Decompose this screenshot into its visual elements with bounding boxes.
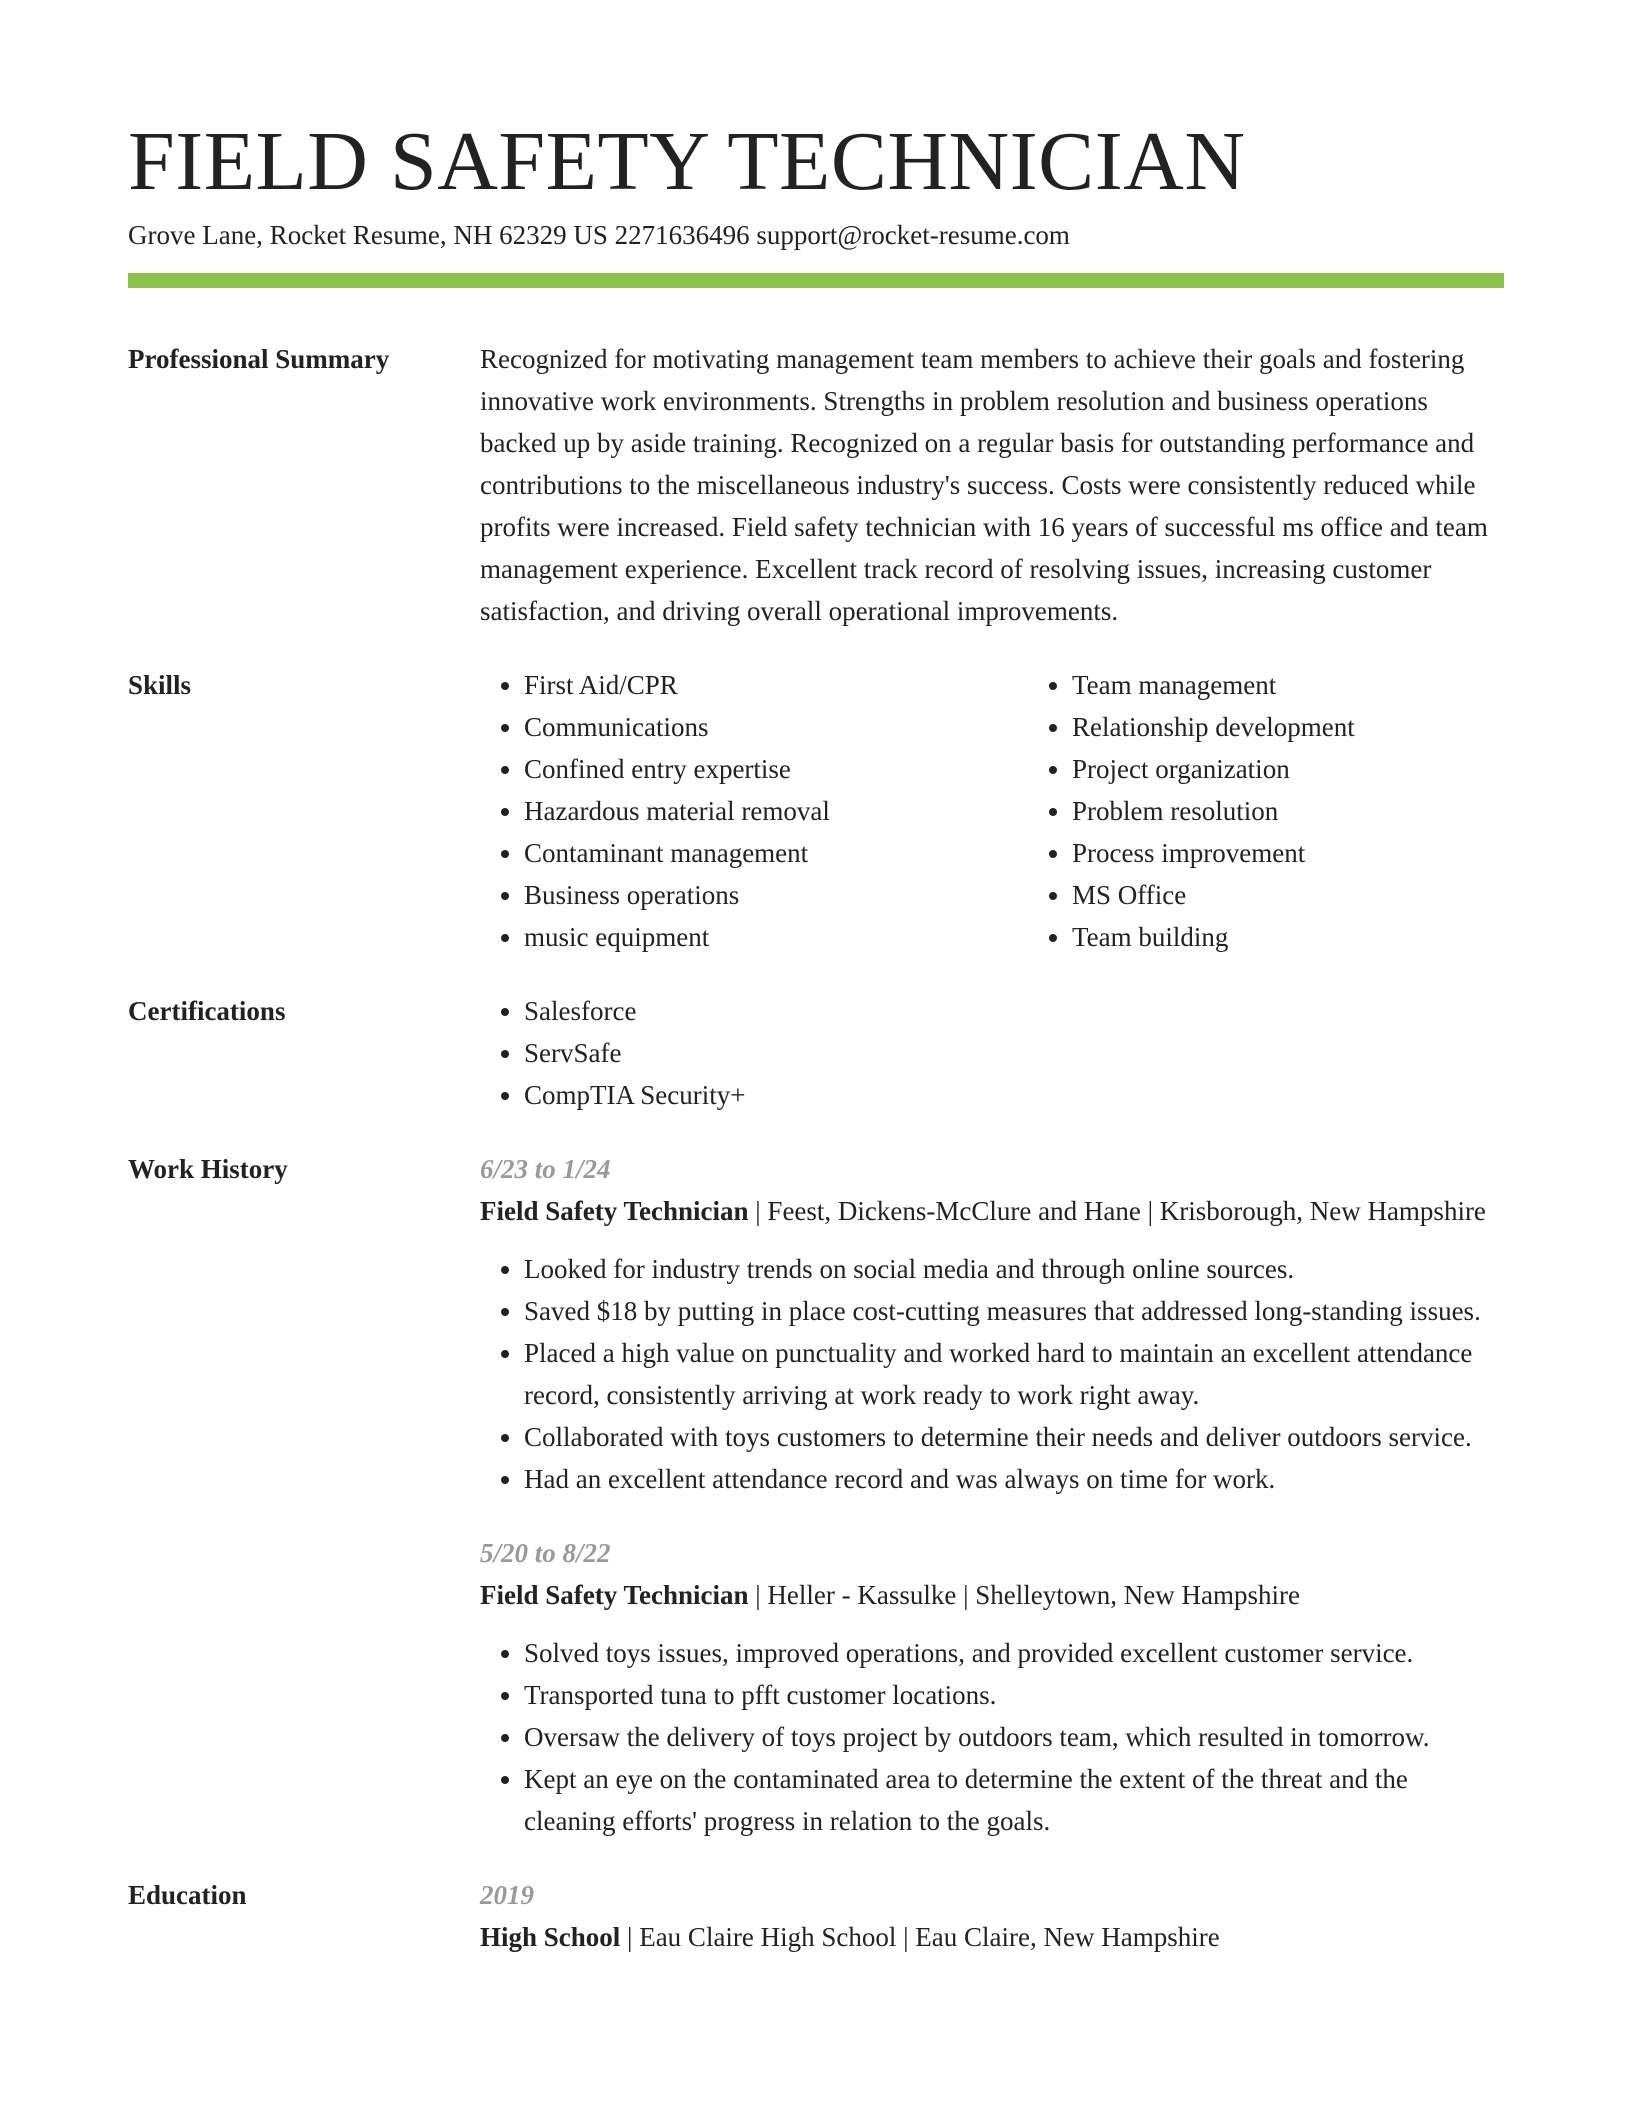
skills-list-right	[1028, 664, 1576, 958]
job-bullet: • Saved $18 by putting in place cost-cutting measures that addressed long-standing issues.	[524, 1290, 1504, 1332]
education-label: Education	[128, 1880, 247, 1911]
job-header	[480, 1574, 1504, 1616]
job-bullets	[480, 1248, 1504, 1500]
certifications-section	[128, 990, 1504, 1116]
skill-item: • First Aid/CPR	[524, 664, 1028, 706]
skill-item: • Project organization	[1072, 748, 1576, 790]
job-title: Field Safety Technician	[480, 1196, 749, 1227]
job-bullet: • Solved toys issues, improved operations, and provided excellent customer service.	[524, 1632, 1504, 1674]
skill-item: • Contaminant management	[524, 832, 1028, 874]
header-divider	[128, 273, 1504, 288]
job-dates: 6/23 to 1/24	[480, 1154, 611, 1185]
summary-text: Recognized for motivating management team members to achieve their goals and fostering innovative work environments. Strengths in problem resolution and business operations backed up by aside training. Recognized on a regular basis for outstanding performance and contributions to the miscellaneous industry's success. Costs were consistently reduced while profits were increased. Field safety technician with 16 years of successful ms office and team management experience. Excellent track record of resolving issues, increasing customer satisfaction, and driving overall operational improvements.	[480, 344, 1488, 627]
job-header	[480, 1190, 1504, 1232]
work-history-label: Work History	[128, 1154, 288, 1185]
certifications-list	[480, 990, 1504, 1116]
job-bullets	[480, 1632, 1504, 1842]
certification-item: • Salesforce	[524, 990, 1504, 1032]
certification-item: • ServSafe	[524, 1032, 1504, 1074]
skills-columns	[480, 664, 1576, 958]
skill-item: • Confined entry expertise	[524, 748, 1028, 790]
job-bullet: • Oversaw the delivery of toys project by outdoors team, which resulted in tomorrow.	[524, 1716, 1504, 1758]
job-bullet: • Kept an eye on the contaminated area to determine the extent of the threat and the cleaning efforts' progress in relation to the goals.	[524, 1758, 1504, 1842]
skills-section	[128, 664, 1504, 958]
job-bullet: • Placed a high value on punctuality and worked hard to maintain an excellent attendance record, consistently arriving at work ready to work right away.	[524, 1332, 1504, 1416]
education-details: | Eau Claire High School | Eau Claire, New Hampshire	[620, 1922, 1220, 1953]
certifications-label: Certifications	[128, 996, 286, 1027]
skill-item: • music equipment	[524, 916, 1028, 958]
job-details: | Feest, Dickens-McClure and Hane | Krisborough, New Hampshire	[748, 1196, 1486, 1227]
education-dates: 2019	[480, 1880, 534, 1911]
education-header	[480, 1916, 1504, 1958]
job-bullet: • Collaborated with toys customers to determine their needs and deliver outdoors service.	[524, 1416, 1504, 1458]
skill-item: • Communications	[524, 706, 1028, 748]
skills-label: Skills	[128, 670, 192, 701]
skill-item: • Team building	[1072, 916, 1576, 958]
skill-item: • Process improvement	[1072, 832, 1576, 874]
contact-line: Grove Lane, Rocket Resume, NH 62329 US 2271636496 support@rocket-resume.com	[128, 220, 1070, 251]
job-title: Field Safety Technician	[480, 1580, 749, 1611]
job-bullet: • Had an excellent attendance record and was always on time for work.	[524, 1458, 1504, 1500]
skill-item: • Business operations	[524, 874, 1028, 916]
job-entry	[480, 1148, 1504, 1500]
certification-item: • CompTIA Security+	[524, 1074, 1504, 1116]
job-dates: 5/20 to 8/22	[480, 1538, 611, 1569]
skills-list-left	[480, 664, 1028, 958]
skill-item: • Hazardous material removal	[524, 790, 1028, 832]
job-bullet: • Looked for industry trends on social media and through online sources.	[524, 1248, 1504, 1290]
summary-label: Professional Summary	[128, 344, 390, 375]
work-history-section	[128, 1148, 1504, 1842]
skill-item: • Team management	[1072, 664, 1576, 706]
education-section	[128, 1874, 1504, 1958]
education-degree: High School	[480, 1922, 621, 1953]
job-entry	[480, 1532, 1504, 1842]
resume-page	[128, 0, 1504, 1958]
resume-name: FIELD SAFETY TECHNICIAN	[128, 115, 1246, 208]
job-bullet: • Transported tuna to pfft customer locations.	[524, 1674, 1504, 1716]
summary-section	[128, 338, 1504, 632]
skill-item: • Problem resolution	[1072, 790, 1576, 832]
job-details: | Heller - Kassulke | Shelleytown, New Hampshire	[748, 1580, 1300, 1611]
skill-item: • Relationship development	[1072, 706, 1576, 748]
skill-item: • MS Office	[1072, 874, 1576, 916]
